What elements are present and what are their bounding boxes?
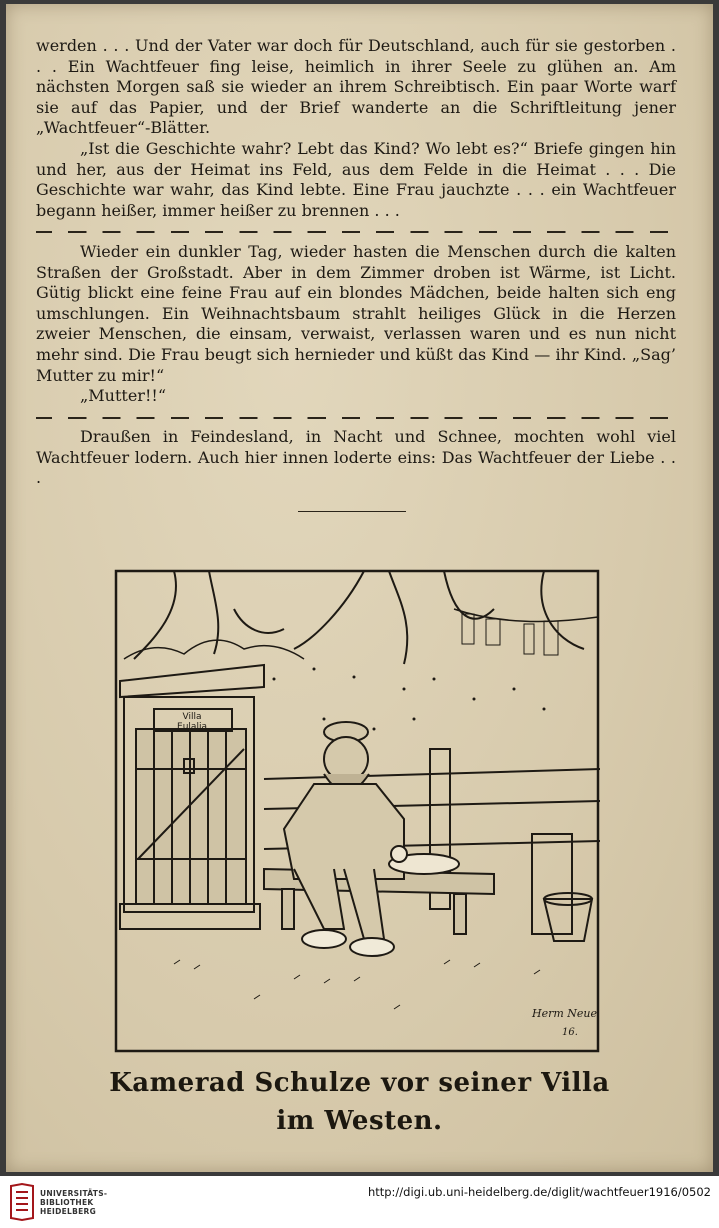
logo-line-1: UNIVERSITÄTS- (40, 1189, 108, 1198)
artist-signature-number: 16. (562, 1027, 578, 1038)
caption-line-1: Kamerad Schulze vor seiner Villa (109, 1068, 610, 1098)
footer-bar (0, 1176, 719, 1228)
section-rule (298, 511, 406, 512)
artist-signature: Herm Neue (532, 1007, 598, 1020)
library-logo-icon (8, 1182, 36, 1222)
sign-eulalia: Eulalia (177, 722, 207, 732)
dashed-separator (36, 221, 676, 242)
caption-line-2: im Westen. (276, 1106, 443, 1136)
paragraph-5: Draußen in Feindesland, in Nacht und Schnee, mochten wohl viel Wachtfeuer lodern. Auch hier innen loderte eins: Das Wachtfeuer der Liebe . . . (36, 427, 676, 488)
logo-line-2: BIBLIOTHEK (40, 1198, 94, 1207)
paragraph-4: „Mutter!!“ (80, 386, 166, 406)
library-logo-text (40, 1189, 107, 1216)
paragraph-1: werden . . . Und der Vater war doch für Deutschland, auch für sie gestorben . . . Ein Wachtfeuer fing leise, heimlich in ihrer Seele zu glühen an. Am nächsten Morgen saß sie wieder an ihrem Schreibtisch. Ein paar Worte warf sie auf das Papier, und der Brief wanderte an die Schriftleitung jener „Wachtfeuer“-Blätter. (36, 36, 676, 138)
illustration (114, 569, 600, 1053)
dashed-separator (36, 407, 676, 428)
paragraph-2: „Ist die Geschichte wahr? Lebt das Kind? Wo lebt es?“ Briefe gingen hin und her, aus der Heimat ins Feld, aus dem Felde in die Heimat . . . Die Geschichte war wahr, das Kind lebte. Eine Frau jauchzte . . . ein Wachtfeuer begann heißer, immer heißer zu brennen . . . (36, 138, 676, 220)
sign-villa: Villa (182, 712, 202, 722)
paragraph-3: Wieder ein dunkler Tag, wieder hasten die Menschen durch die kalten Straßen der Großstadt. Aber in dem Zimmer droben ist Wärme, ist Licht. Gütig blickt eine feine Frau auf ein blondes Mädchen, beide halten sich eng umschlungen. Ein Weihnachtsbaum strahlt heiliges Glück in die Herzen zweier Menschen, die einsam, verwaist, verlassen waren und es nun nicht mehr sind. Die Frau beugt sich hernieder und küßt das Kind — ihr Kind. „Sag’ Mutter zu mir!“ (36, 241, 676, 385)
body-text (36, 36, 676, 489)
logo-line-3: HEIDELBERG (40, 1207, 97, 1216)
source-url-link[interactable]: http://digi.ub.uni-heidelberg.de/diglit/wachtfeuer1916/0502 (367, 1185, 711, 1199)
